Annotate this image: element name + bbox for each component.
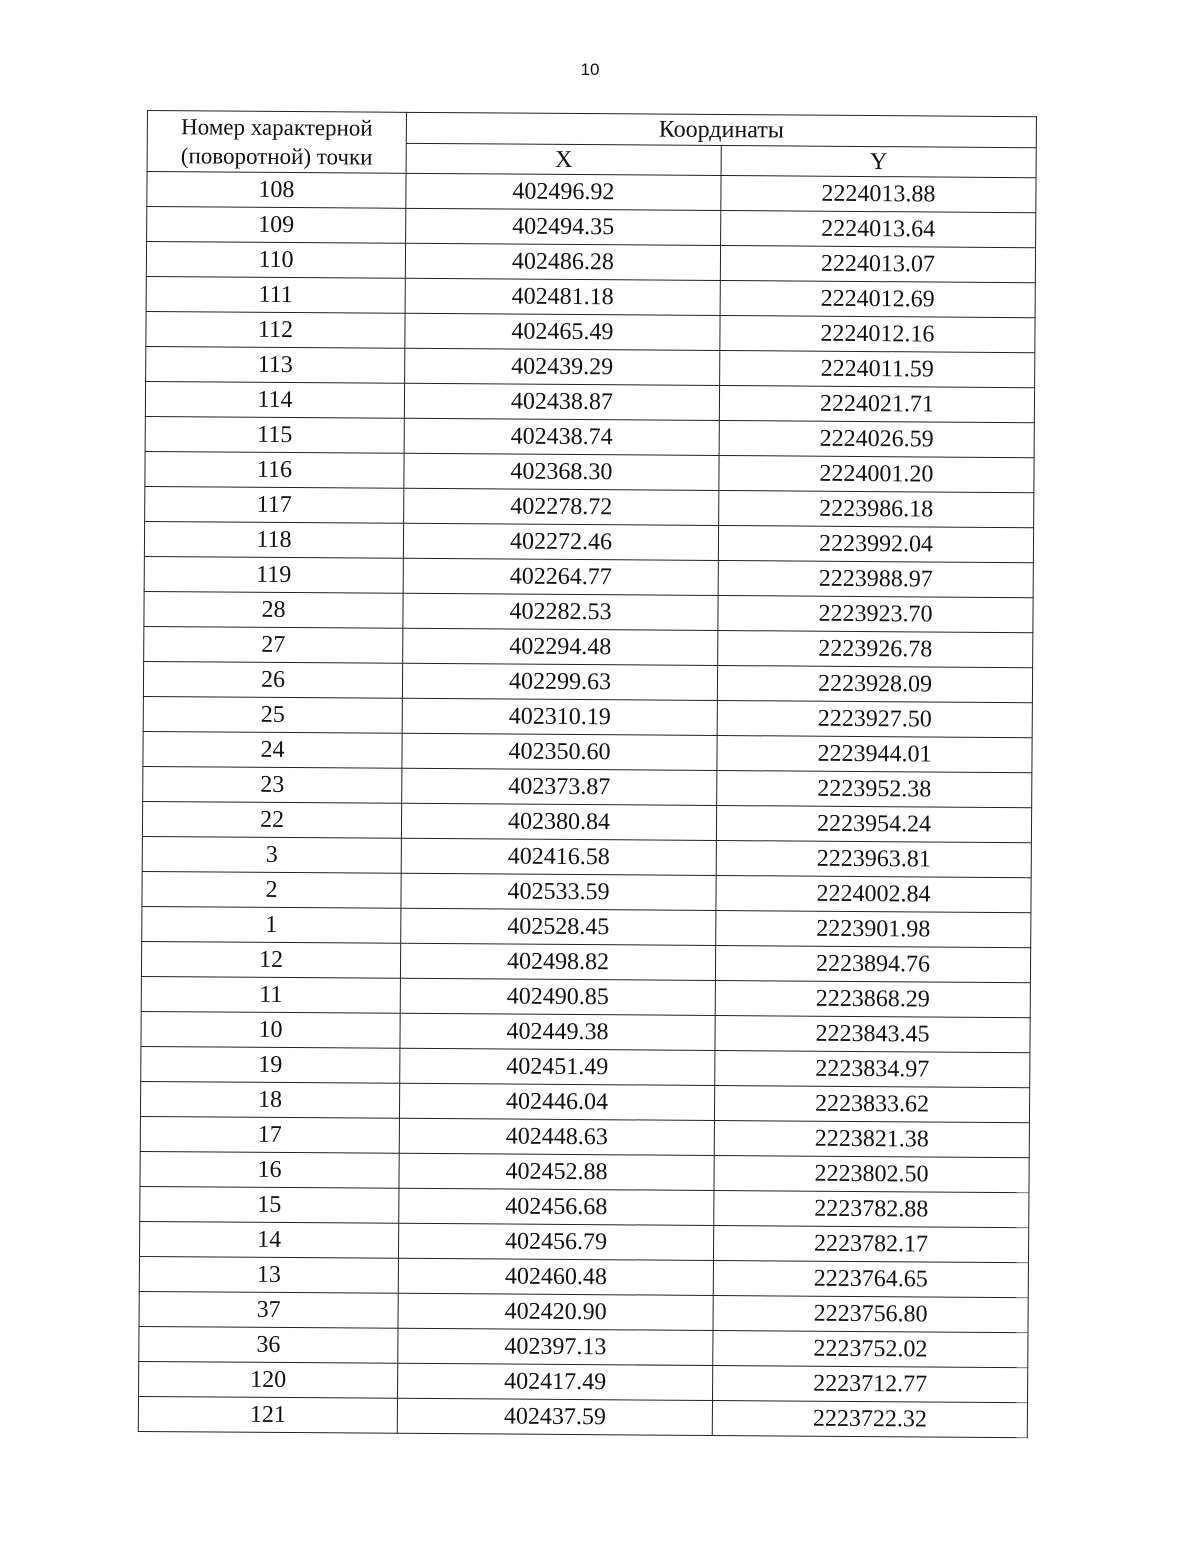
y-coordinate-cell: 2224026.59 xyxy=(719,421,1034,458)
y-coordinate-cell: 2223952.38 xyxy=(717,770,1032,807)
x-coordinate-cell: 402498.82 xyxy=(400,943,715,980)
point-number-cell: 114 xyxy=(145,381,404,418)
point-number-cell: 118 xyxy=(144,521,403,558)
x-coordinate-cell: 402299.63 xyxy=(402,663,717,700)
point-number-cell: 25 xyxy=(143,696,402,733)
x-coordinate-cell: 402380.84 xyxy=(401,803,716,840)
x-coordinate-cell: 402452.88 xyxy=(399,1153,714,1190)
x-coordinate-cell: 402438.74 xyxy=(404,418,719,455)
point-number-cell: 2 xyxy=(142,871,401,908)
y-coordinate-cell: 2223894.76 xyxy=(715,945,1030,982)
y-coordinate-cell: 2224012.69 xyxy=(720,281,1035,318)
point-number-cell: 19 xyxy=(141,1046,400,1083)
x-coordinate-cell: 402465.49 xyxy=(405,313,720,350)
y-coordinate-cell: 2223764.65 xyxy=(713,1260,1028,1297)
y-coordinate-cell: 2223928.09 xyxy=(717,665,1032,702)
y-coordinate-cell: 2223923.70 xyxy=(718,595,1033,632)
point-number-cell: 108 xyxy=(147,172,406,209)
y-coordinate-cell: 2224013.07 xyxy=(720,246,1035,283)
point-number-cell: 18 xyxy=(140,1081,399,1118)
header-point-line2: (поворотной) точки xyxy=(180,143,373,170)
y-coordinate-cell: 2223843.45 xyxy=(715,1015,1030,1052)
coordinates-table xyxy=(138,110,1037,1438)
y-coordinate-cell: 2224011.59 xyxy=(720,351,1035,388)
point-number-cell: 117 xyxy=(145,486,404,523)
point-number-cell: 121 xyxy=(138,1396,397,1433)
y-coordinate-cell: 2223986.18 xyxy=(719,491,1034,528)
x-coordinate-cell: 402272.46 xyxy=(403,523,718,560)
point-number-cell: 22 xyxy=(142,801,401,838)
header-point-number xyxy=(147,111,406,174)
point-number-cell: 26 xyxy=(143,661,402,698)
point-number-cell: 110 xyxy=(146,242,405,279)
x-coordinate-cell: 402448.63 xyxy=(399,1118,714,1155)
point-number-cell: 17 xyxy=(140,1116,399,1153)
point-number-cell: 109 xyxy=(147,207,406,244)
x-coordinate-cell: 402264.77 xyxy=(403,558,718,595)
x-coordinate-cell: 402490.85 xyxy=(400,978,715,1015)
header-x: X xyxy=(406,143,721,175)
x-coordinate-cell: 402278.72 xyxy=(404,488,719,525)
point-number-cell: 14 xyxy=(139,1221,398,1258)
point-number-cell: 11 xyxy=(141,976,400,1013)
x-coordinate-cell: 402310.19 xyxy=(402,698,717,735)
y-coordinate-cell: 2223756.80 xyxy=(713,1295,1028,1332)
y-coordinate-cell: 2223901.98 xyxy=(716,910,1031,947)
x-coordinate-cell: 402528.45 xyxy=(401,908,716,945)
x-coordinate-cell: 402451.49 xyxy=(400,1048,715,1085)
y-coordinate-cell: 2223712.77 xyxy=(713,1365,1028,1402)
point-number-cell: 115 xyxy=(145,416,404,453)
table-row xyxy=(138,1396,1027,1437)
point-number-cell: 111 xyxy=(146,276,405,313)
x-coordinate-cell: 402496.92 xyxy=(406,173,721,210)
point-number-cell: 28 xyxy=(144,591,403,628)
x-coordinate-cell: 402486.28 xyxy=(405,243,720,280)
header-coordinates: Координаты xyxy=(406,112,1036,147)
point-number-cell: 13 xyxy=(139,1256,398,1293)
point-number-cell: 12 xyxy=(141,941,400,978)
y-coordinate-cell: 2224001.20 xyxy=(719,456,1034,493)
y-coordinate-cell: 2224012.16 xyxy=(720,316,1035,353)
y-coordinate-cell: 2223926.78 xyxy=(718,630,1033,667)
point-number-cell: 10 xyxy=(141,1011,400,1048)
y-coordinate-cell: 2223752.02 xyxy=(713,1330,1028,1367)
y-coordinate-cell: 2223992.04 xyxy=(718,526,1033,563)
x-coordinate-cell: 402481.18 xyxy=(405,278,720,315)
x-coordinate-cell: 402446.04 xyxy=(399,1083,714,1120)
y-coordinate-cell: 2223927.50 xyxy=(717,700,1032,737)
y-coordinate-cell: 2223944.01 xyxy=(717,735,1032,772)
y-coordinate-cell: 2224021.71 xyxy=(719,386,1034,423)
y-coordinate-cell: 2223722.32 xyxy=(712,1400,1027,1437)
point-number-cell: 1 xyxy=(142,906,401,943)
point-number-cell: 36 xyxy=(139,1326,398,1363)
point-number-cell: 116 xyxy=(145,451,404,488)
x-coordinate-cell: 402494.35 xyxy=(406,208,721,245)
x-coordinate-cell: 402368.30 xyxy=(404,453,719,490)
x-coordinate-cell: 402449.38 xyxy=(400,1013,715,1050)
y-coordinate-cell: 2223833.62 xyxy=(714,1085,1029,1122)
x-coordinate-cell: 402439.29 xyxy=(405,348,720,385)
point-number-cell: 27 xyxy=(144,626,403,663)
y-coordinate-cell: 2223834.97 xyxy=(715,1050,1030,1087)
point-number-cell: 112 xyxy=(146,311,405,348)
x-coordinate-cell: 402456.68 xyxy=(399,1188,714,1225)
x-coordinate-cell: 402533.59 xyxy=(401,873,716,910)
page-number: 10 xyxy=(580,60,600,79)
point-number-cell: 119 xyxy=(144,556,403,593)
x-coordinate-cell: 402460.48 xyxy=(398,1258,713,1295)
y-coordinate-cell: 2223782.17 xyxy=(713,1225,1028,1262)
y-coordinate-cell: 2223821.38 xyxy=(714,1120,1029,1157)
x-coordinate-cell: 402282.53 xyxy=(403,593,718,630)
x-coordinate-cell: 402437.59 xyxy=(397,1398,712,1435)
point-number-cell: 3 xyxy=(142,836,401,873)
point-number-cell: 23 xyxy=(143,766,402,803)
x-coordinate-cell: 402397.13 xyxy=(398,1328,713,1365)
y-coordinate-cell: 2224013.64 xyxy=(721,211,1036,248)
point-number-cell: 120 xyxy=(139,1361,398,1398)
x-coordinate-cell: 402420.90 xyxy=(398,1293,713,1330)
y-coordinate-cell: 2223963.81 xyxy=(716,840,1031,877)
y-coordinate-cell: 2223988.97 xyxy=(718,560,1033,597)
table-body xyxy=(138,172,1036,1438)
x-coordinate-cell: 402294.48 xyxy=(403,628,718,665)
y-coordinate-cell: 2223782.88 xyxy=(714,1190,1029,1227)
x-coordinate-cell: 402373.87 xyxy=(402,768,717,805)
point-number-cell: 16 xyxy=(140,1151,399,1188)
header-point-line1: Номер характерной xyxy=(181,114,373,141)
point-number-cell: 37 xyxy=(139,1291,398,1328)
point-number-cell: 15 xyxy=(140,1186,399,1223)
y-coordinate-cell: 2224013.88 xyxy=(721,176,1036,213)
x-coordinate-cell: 402417.49 xyxy=(398,1363,713,1400)
y-coordinate-cell: 2223868.29 xyxy=(715,980,1030,1017)
y-coordinate-cell: 2223954.24 xyxy=(716,805,1031,842)
x-coordinate-cell: 402416.58 xyxy=(401,838,716,875)
x-coordinate-cell: 402456.79 xyxy=(398,1223,713,1260)
point-number-cell: 24 xyxy=(143,731,402,768)
x-coordinate-cell: 402350.60 xyxy=(402,733,717,770)
point-number-cell: 113 xyxy=(146,346,405,383)
y-coordinate-cell: 2223802.50 xyxy=(714,1155,1029,1192)
x-coordinate-cell: 402438.87 xyxy=(404,383,719,420)
header-y: Y xyxy=(721,146,1036,178)
y-coordinate-cell: 2224002.84 xyxy=(716,875,1031,912)
